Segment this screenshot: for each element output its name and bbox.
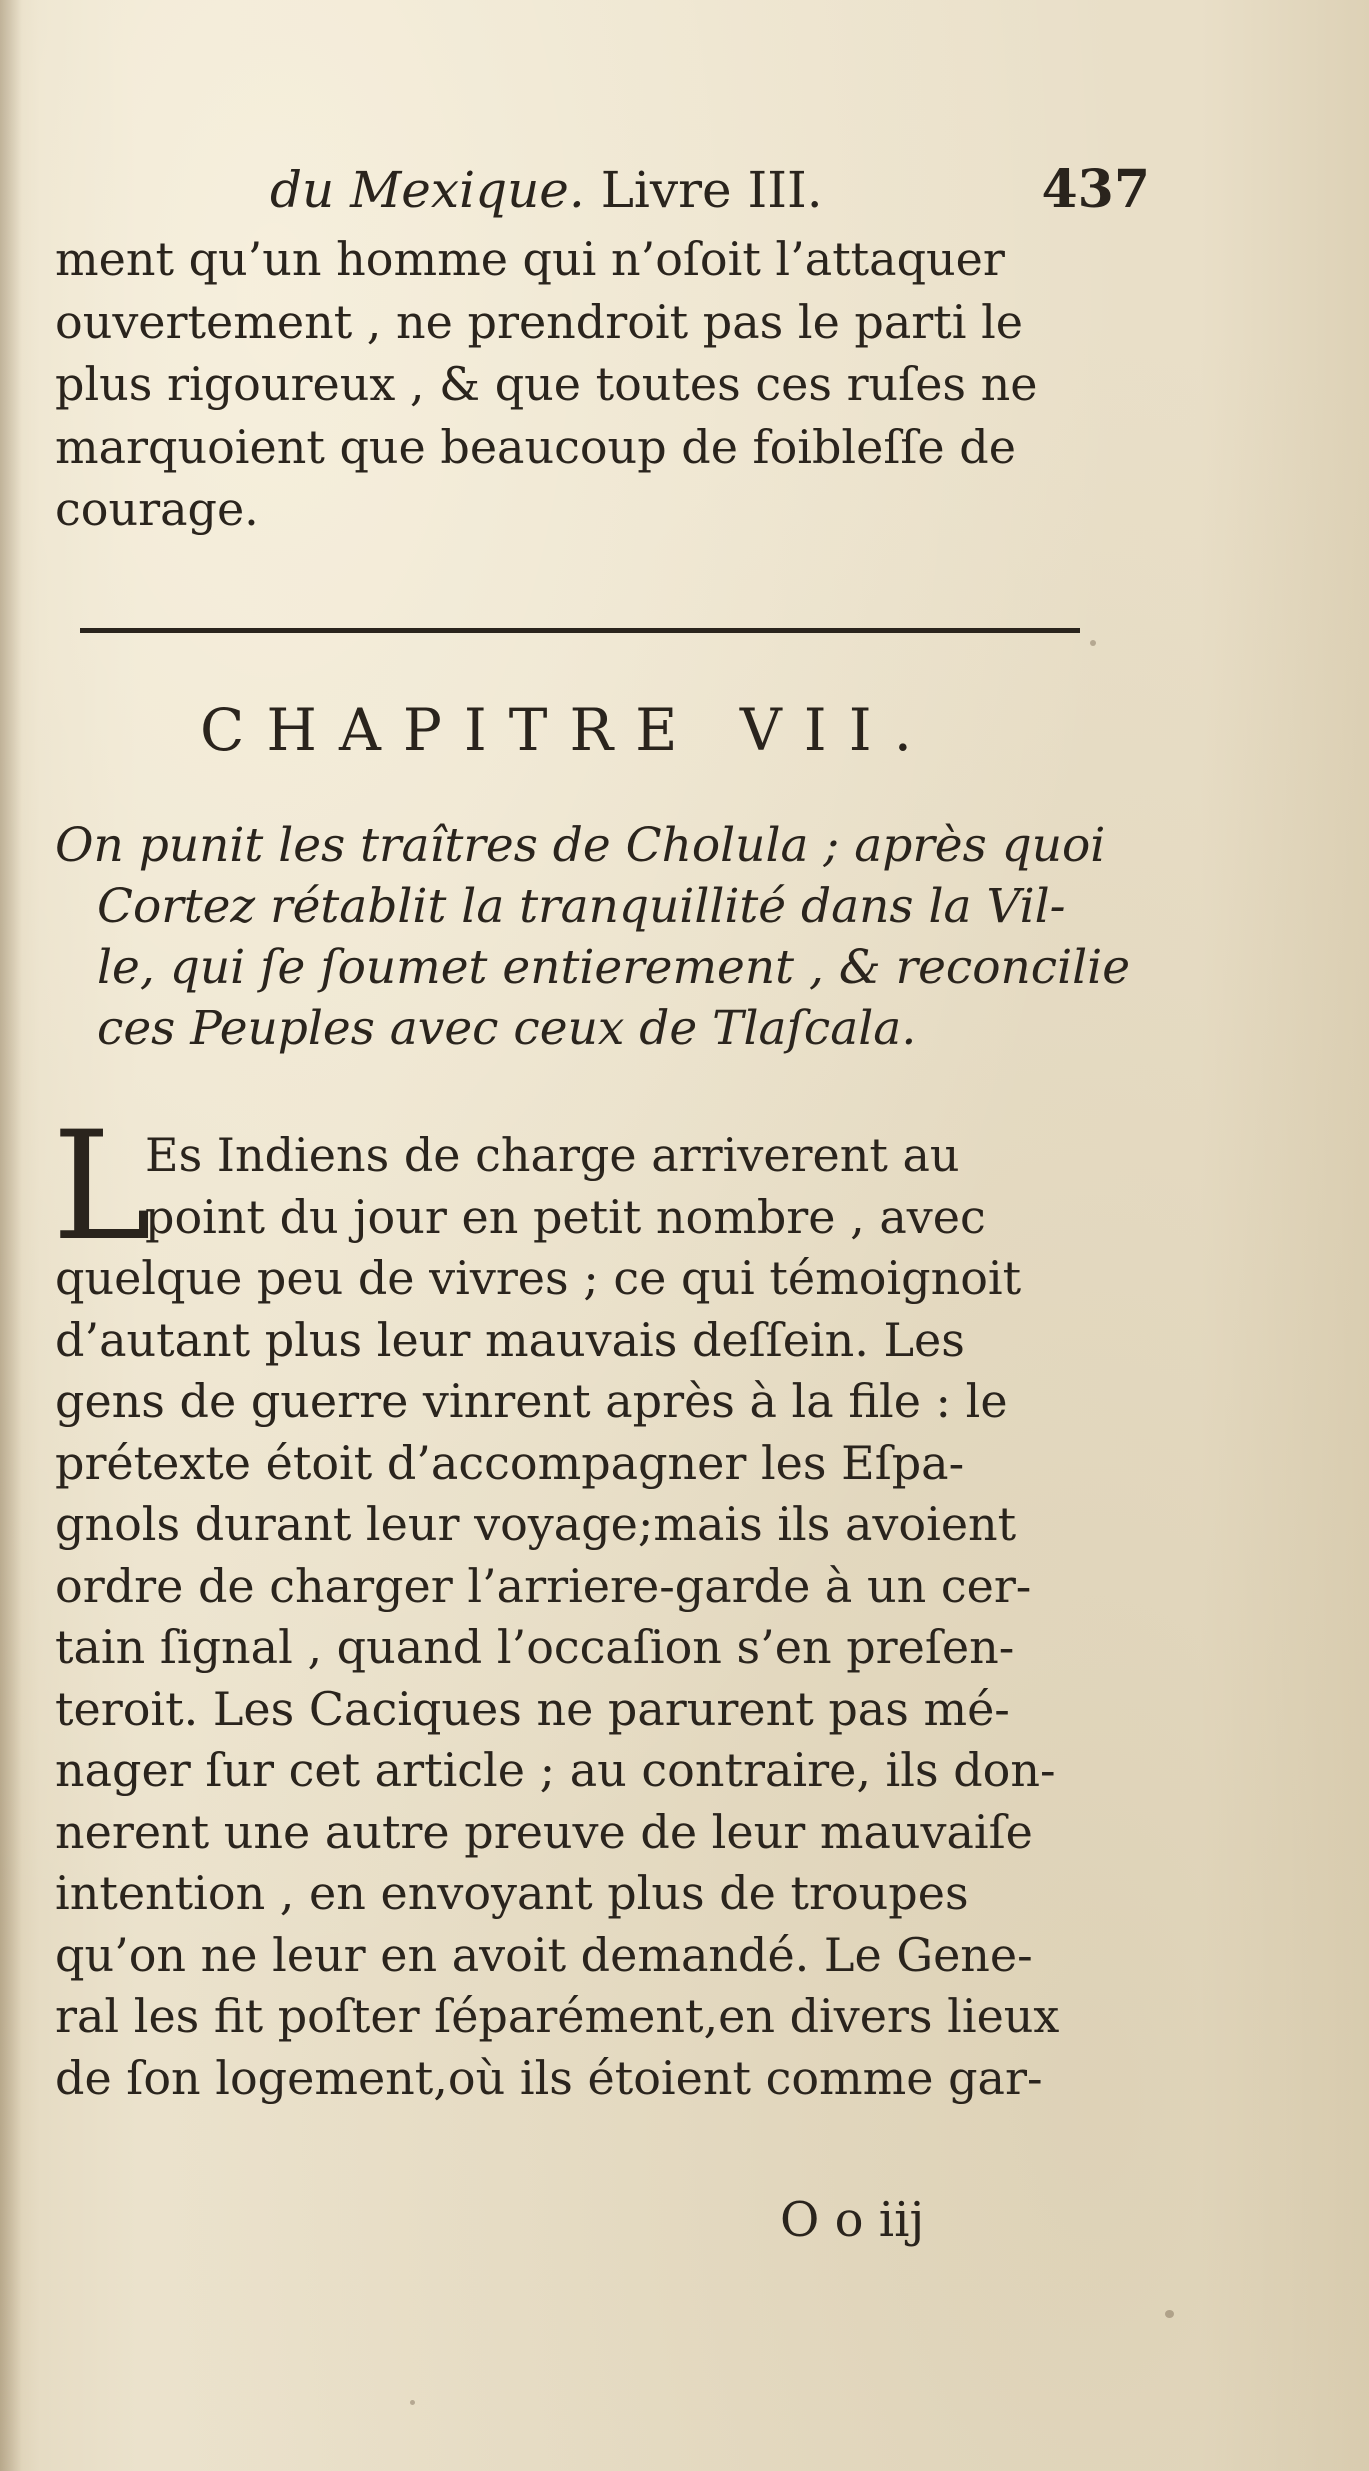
- body-line: Es Indiens de charge arriverent au: [145, 1128, 960, 1182]
- body-line: d’autant plus leur mauvais deſſein. Les: [55, 1312, 965, 1367]
- body-line: de ſon logement,où ils étoient comme gar-: [55, 2050, 1043, 2105]
- summary-line: On punit les traîtres de Cholula ; après quoi: [55, 818, 1106, 873]
- body-line: ral les fit poſter ſéparément,en divers lieux: [55, 1989, 1060, 2043]
- body-line: tain ſignal , quand l’occaſion s’en preſen-: [55, 1620, 1015, 1674]
- body-line: gens de guerre vinrent après à la file : le: [55, 1374, 1008, 1428]
- body-line: prétexte étoit d’accompagner les Eſpa-: [55, 1435, 965, 1490]
- body-line: nerent une autre preuve de leur mauvaiſe: [55, 1804, 1033, 1859]
- top-paragraph: [55, 228, 1135, 541]
- chapter-summary: [55, 815, 1135, 1059]
- running-head-book: du Mexique.: [270, 161, 585, 219]
- summary-line: le, qui ſe ſoumet entierement , & reconcilie: [97, 940, 1131, 995]
- paper-speck: [1090, 640, 1096, 646]
- body-line: nager ſur cet article ; au contraire, ils don-: [55, 1743, 1056, 1797]
- signature-mark: O o iij: [780, 2192, 925, 2248]
- body-line: gnols durant leur voyage;mais ils avoient: [55, 1497, 1017, 1551]
- text-line: plus rigoureux , & que toutes ces ruſes ne: [55, 357, 1038, 411]
- summary-line: Cortez rétablit la tranquillité dans la Vil-: [97, 879, 1066, 934]
- body-line: teroit. Les Caciques ne parurent pas mé-: [55, 1681, 1010, 1736]
- body-line: point du jour en petit nombre , avec: [145, 1189, 986, 1244]
- summary-line: ces Peuples avec ceux de Tlaſcala.: [97, 1001, 917, 1056]
- text-line: marquoient que beaucoup de foibleſſe de: [55, 419, 1016, 474]
- running-head-part: Livre III.: [600, 161, 823, 219]
- drop-cap: L: [52, 1100, 152, 1274]
- paper-speck: [1165, 2310, 1174, 2318]
- running-head: [270, 150, 1150, 230]
- body-line: intention , en envoyant plus de troupes: [55, 1866, 969, 1920]
- chapter-title: CHAPITRE VII.: [200, 696, 935, 764]
- text-line: ouvertement , ne prendroit pas le parti le: [55, 294, 1024, 349]
- body-line: qu’on ne leur en avoit demandé. Le Gene-: [55, 1927, 1033, 1982]
- paper-speck: [410, 2400, 415, 2405]
- section-rule: [80, 628, 1080, 633]
- page-number: 437: [1041, 159, 1150, 220]
- body-paragraph: [55, 1125, 1135, 2109]
- text-line: courage.: [55, 482, 259, 536]
- text-line: ment qu’un homme qui n’oſoit l’attaquer: [55, 232, 1005, 286]
- body-line: quelque peu de vivres ; ce qui témoignoit: [55, 1251, 1022, 1305]
- body-line: ordre de charger l’arriere-garde à un cer-: [55, 1558, 1032, 1613]
- gutter-shadow: [0, 0, 22, 2471]
